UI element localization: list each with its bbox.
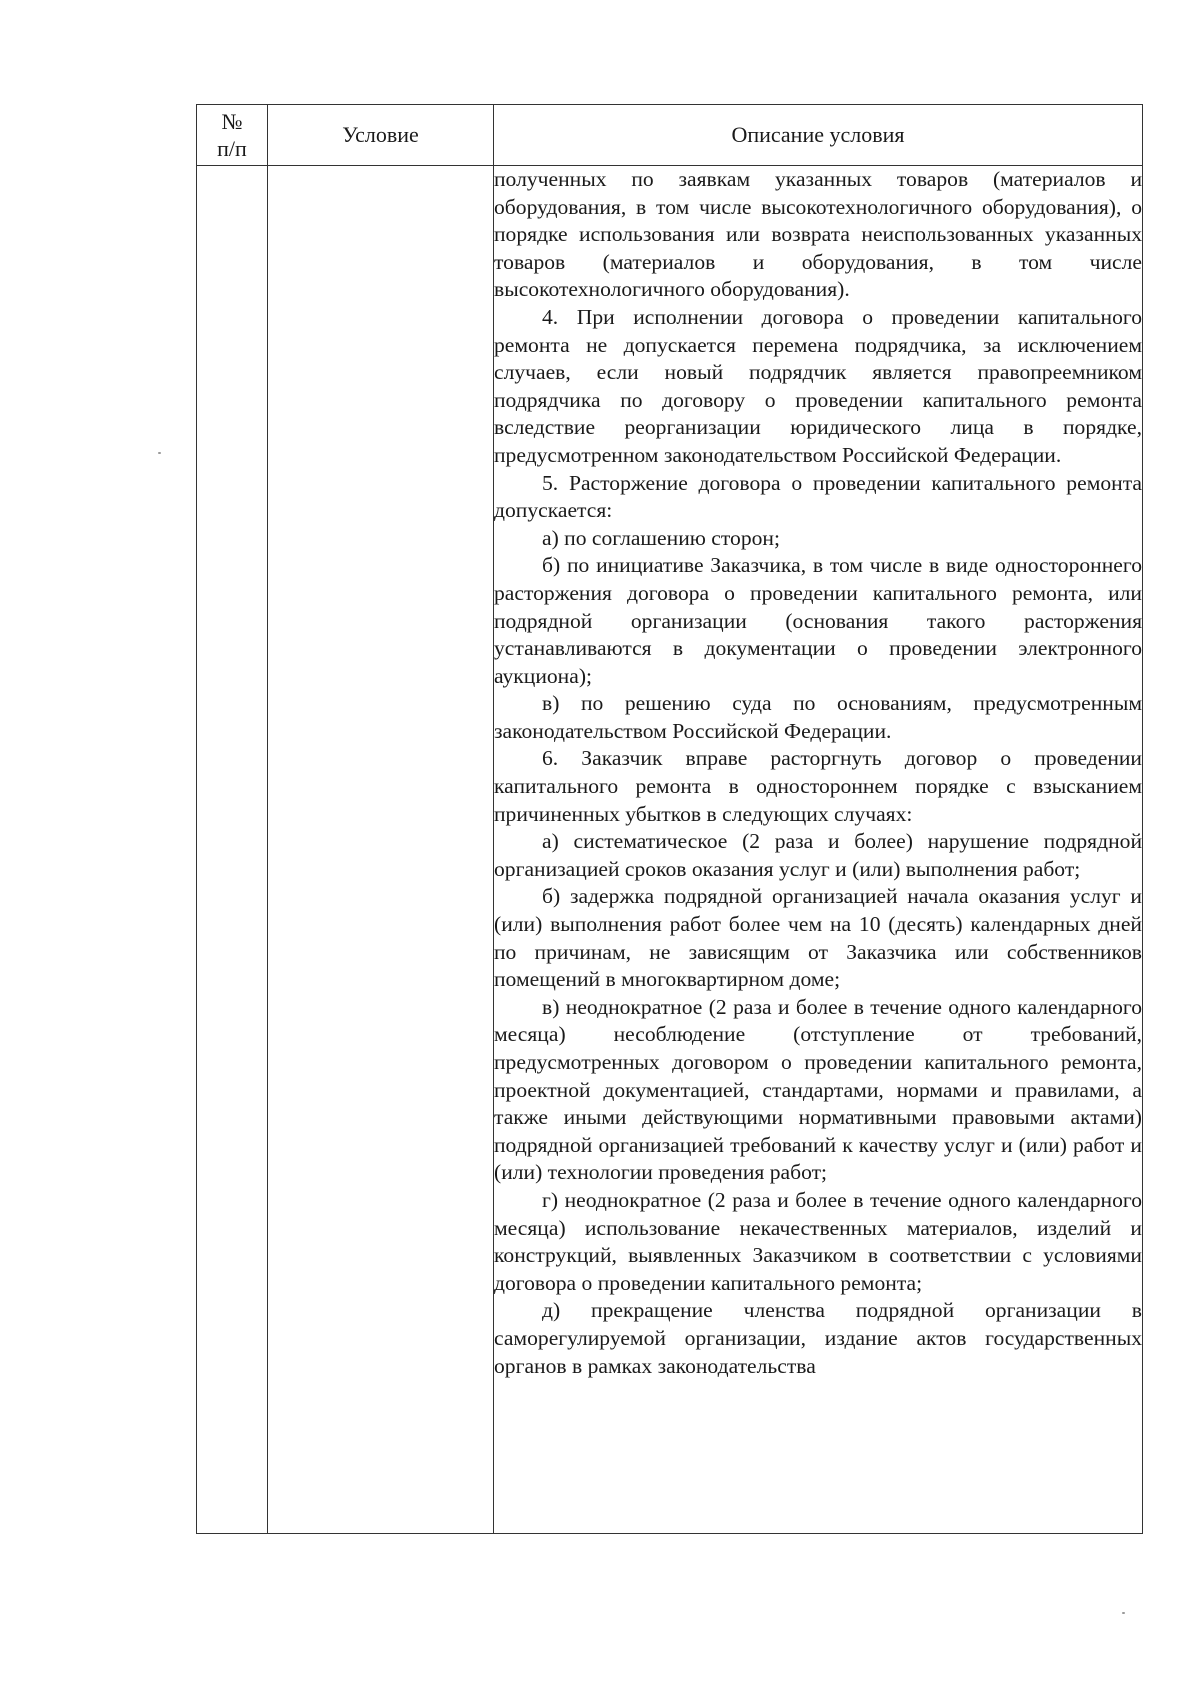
description-paragraph: полученных по заявкам указанных товаров (материалов и оборудования, в том числе высокотехнологичного оборудования), о порядке использования или возврата неиспользованных указанных товаров (материалов и оборудования, в том числе высокотехнологичного оборудования). xyxy=(494,167,1142,302)
row-condition-cell xyxy=(268,166,494,1534)
description-paragraph: б) по инициативе Заказчика, в том числе в виде одностороннего расторжения договора о проведении капитального ремонта, или подрядной организации (основания такого расторжения устанавливаются в документации о проведении электронного аукциона); xyxy=(494,553,1142,688)
description-paragraph: г) неоднократное (2 раза и более в течение одного календарного месяца) использование некачественных материалов, изделий и конструкций, выявленных Заказчиком в соответствии с условиями договора о проведении капитального ремонта; xyxy=(494,1187,1142,1295)
scan-speck xyxy=(158,452,161,454)
description-paragraph: 6. Заказчик вправе расторгнуть договор о проведении капитального ремонта в одностороннем порядке с взысканием причиненных убытков в следующих случаях: xyxy=(494,746,1142,826)
header-description: Описание условия xyxy=(494,105,1143,166)
row-description-cell xyxy=(494,166,1143,1534)
conditions-table xyxy=(196,104,1143,1534)
description-paragraph: б) задержка подрядной организацией начала оказания услуг и (или) выполнения работ более чем на 10 (десять) календарных дней по причинам, не зависящим от Заказчика или собственников помещений в многоквартирном доме; xyxy=(494,884,1142,992)
table-header-row xyxy=(197,105,1143,166)
description-paragraph: а) по соглашению сторон; xyxy=(542,525,780,550)
description-paragraph: в) по решению суда по основаниям, предусмотренным законодательством Российской Федерации. xyxy=(494,691,1142,743)
header-number-line2: п/п xyxy=(217,136,247,161)
description-paragraph: а) систематическое (2 раза и более) нарушение подрядной организацией сроков оказания услуг и (или) выполнения работ; xyxy=(494,829,1142,881)
row-number-cell xyxy=(197,166,268,1534)
description-text xyxy=(494,166,1142,1380)
header-number xyxy=(197,105,268,166)
header-number-line1: № xyxy=(221,109,243,134)
description-paragraph: 5. Расторжение договора о проведении капитального ремонта допускается: xyxy=(494,470,1142,523)
description-paragraph: д) прекращение членства подрядной организации в саморегулируемой организации, издание актов государственных органов в рамках законодательства xyxy=(494,1298,1142,1378)
description-paragraph: в) неоднократное (2 раза и более в течение одного календарного месяца) несоблюдение (отступление от требований, предусмотренных договором о проведении капитального ремонта, проектной документацией, стандартами, нормами и правилами, а также иными действующими нормативными правовыми актами) подрядной организацией требований к качеству услуг и (или) работ и (или) технологии проведения работ; xyxy=(494,994,1142,1185)
table-row xyxy=(197,166,1143,1534)
description-paragraph: 4. При исполнении договора о проведении капитального ремонта не допускается перемена подрядчика, за исключением случаев, если новый подрядчик является правопреемником подрядчика по договору о проведении капитального ремонта вследствие реорганизации юридического лица в порядке, предусмотренном законодательством Российской Федерации. xyxy=(494,304,1142,467)
scan-speck xyxy=(1122,1612,1125,1614)
header-condition: Условие xyxy=(268,105,494,166)
